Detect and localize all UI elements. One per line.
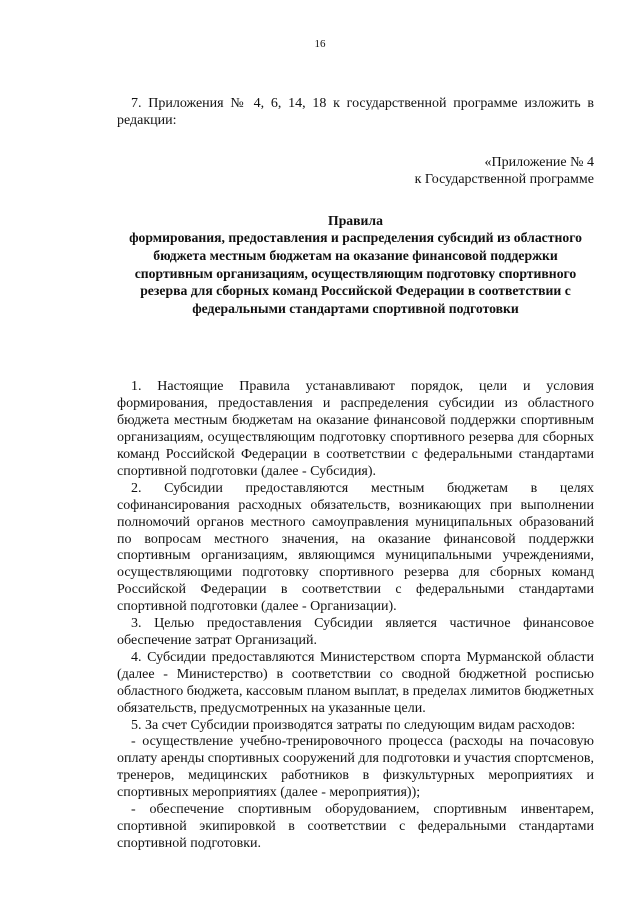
list-item-2: - обеспечение спортивным оборудованием, спортивным инвентарем, спортивной экипировкой в соответствии с федеральными стандартами спортивной подготовки. bbox=[117, 802, 594, 851]
title-subtitle: формирования, предоставления и распределения субсидий из областного бюджета местным бюджетам на оказание финансовой поддержки спортивным организациям, осуществляющим подготовку спортивного резерва для сборных команд Российской Федерации в соответствии с федеральными стандартами спортивной подготовки bbox=[129, 230, 582, 316]
paragraph-3: 3. Целью предоставления Субсидии является частичное финансовое обеспечение затрат Организаций. bbox=[117, 616, 594, 648]
appendix-reference bbox=[117, 154, 594, 188]
paragraph-2: 2. Субсидии предоставляются местным бюджетам в целях софинансирования расходных обязательств, возникающих при выполнении полномочий органов местного самоуправления муниципальных образований по вопросам местного значения, на оказание финансовой поддержки спортивным организациям, являющимся муниципальными учреждениями, осуществляющими подготовку спортивного резерва для сборных команд Российской Федерации в соответствии с федеральными стандартами спортивной подготовки (далее - Организации). bbox=[117, 480, 594, 615]
intro-paragraph: 7. Приложения № 4, 6, 14, 18 к государственной программе изложить в редакции: bbox=[117, 96, 594, 128]
document-content bbox=[117, 96, 594, 853]
paragraph-4: 4. Субсидии предоставляются Министерством спорта Мурманской области (далее - Министерство) в соответствии со сводной бюджетной росписью областного бюджета, кассовым планом выплат, в пределах лимитов бюджетных обязательств, предусмотренных на указанные цели. bbox=[117, 649, 594, 716]
appendix-reference-line-2: к Государственной программе bbox=[414, 171, 594, 187]
page-number: 16 bbox=[314, 38, 326, 50]
paragraph-1: 1. Настоящие Правила устанавливают порядок, цели и условия формирования, предоставления и распределения субсидии из областного бюджета местным бюджетам на оказание финансовой поддержки спортивным организациям, осуществляющим подготовку спортивного резерва для сборных команд Российской Федерации в соответствии с федеральными стандартами спортивной подготовки (далее - Субсидия). bbox=[117, 379, 594, 479]
paragraph-5: 5. За счет Субсидии производятся затраты по следующим видам расходов: bbox=[131, 717, 576, 733]
title-heading: Правила bbox=[328, 212, 383, 228]
document-title bbox=[117, 212, 594, 318]
list-item-1: - осуществление учебно-тренировочного процесса (расходы на почасовую оплату аренды спортивных сооружений для подготовки и участия спортсменов, тренеров, медицинских работников в физкультурных мероприятиях и спортивных мероприятиях (далее - мероприятия)); bbox=[117, 734, 594, 801]
appendix-reference-line-1: «Приложение № 4 bbox=[484, 154, 594, 170]
body-text bbox=[117, 379, 594, 852]
